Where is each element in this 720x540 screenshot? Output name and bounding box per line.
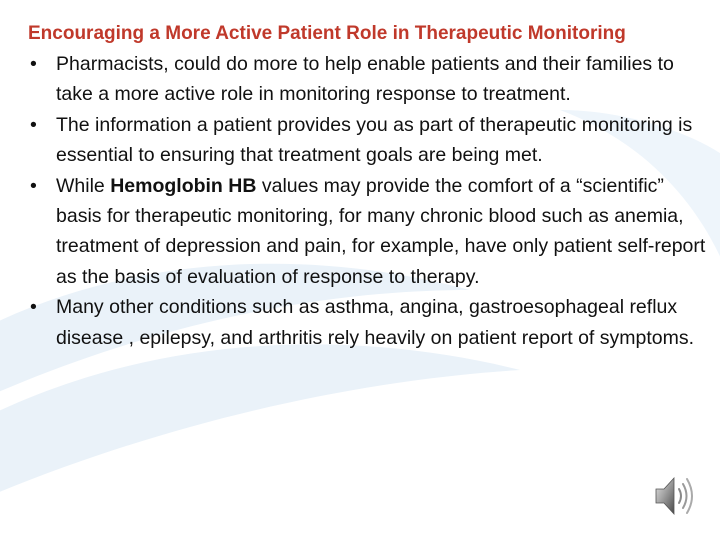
bullet-item — [28, 292, 708, 353]
slide-title: Encouraging a More Active Patient Role in Therapeutic Monitoring — [28, 23, 626, 44]
bullet-item — [28, 49, 708, 110]
bullet-marker: • — [30, 174, 37, 197]
bullet-text: Pharmacists, could do more to help enable patients and their families to take a more active role in monitoring response to treatment. — [56, 53, 674, 106]
bullet-list — [28, 49, 708, 353]
bullet-text-suffix: values may provide the comfort of a “scientific” basis for therapeutic monitoring, for many chronic blood such as anemia, treatment of depression and pain, for example, have only patient self-report as the basis of evaluation of response to therapy. — [56, 174, 706, 288]
bullet-marker: • — [30, 113, 37, 136]
slide-content — [28, 19, 708, 353]
bullet-text: The information a patient provides you as part of therapeutic monitoring is essential to ensuring that treatment goals are being met. — [56, 113, 693, 167]
bullet-text-prefix: While — [56, 174, 111, 197]
bullet-marker: • — [30, 296, 37, 319]
bullet-item — [28, 171, 708, 293]
bullet-item — [28, 110, 708, 171]
speaker-icon[interactable] — [652, 472, 696, 520]
bullet-marker: • — [30, 53, 37, 75]
bullet-text: Many other conditions such as asthma, angina, gastroesophageal reflux disease , epilepsy, and arthritis rely heavily on patient report of symptoms. — [56, 296, 695, 349]
bullet-text-emphasis: Hemoglobin HB — [110, 174, 257, 197]
